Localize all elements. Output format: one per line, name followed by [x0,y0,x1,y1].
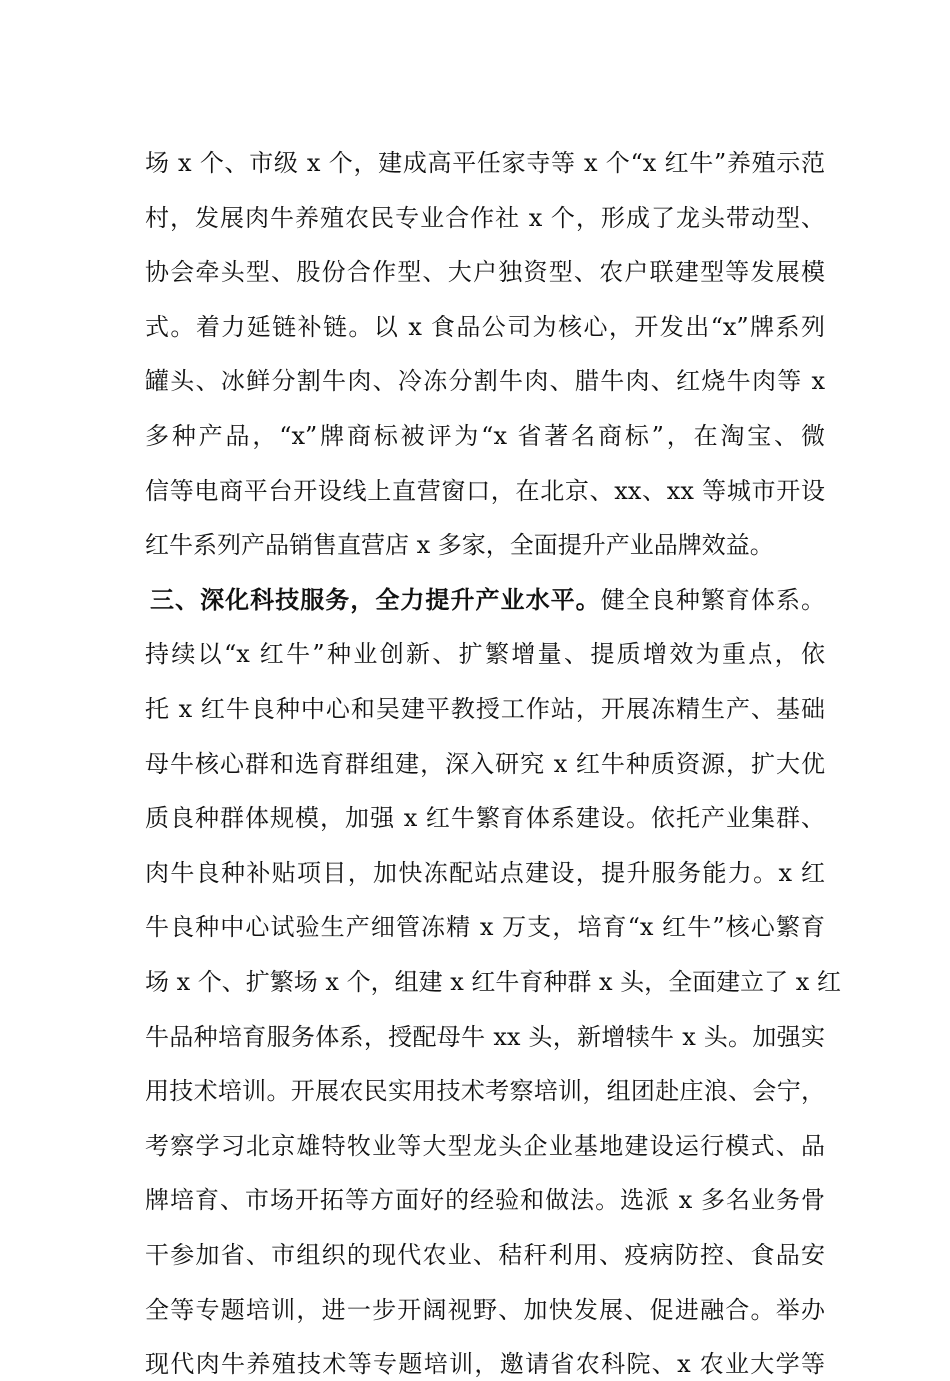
text-line: 式。着力延链补链。以 x 食品公司为核心，开发出“x”牌系列 [145,312,825,341]
text-line: 托 x 红牛良种中心和吴建平教授工作站，开展冻精生产、基础 [145,695,825,723]
text-line: 罐头、冰鲜分割牛肉、冷冻分割牛肉、腊牛肉、红烧牛肉等 x [145,367,825,396]
text-line: 考察学习北京雄特牧业等大型龙头企业基地建设运行模式、品 [145,1131,825,1160]
text-line: 村，发展肉牛养殖农民专业合作社 x 个，形成了龙头带动型、 [145,203,825,232]
text-line: 持续以“x 红牛”种业创新、扩繁增量、提质增效为重点，依 [145,640,825,669]
text-line: 牛品种培育服务体系，授配母牛 xx 头，新增犊牛 x 头。加强实 [145,1022,825,1051]
text-line: 牛良种中心试验生产细管冻精 x 万支，培育“x 红牛”核心繁育 [145,913,825,942]
text-line: 干参加省、市组织的现代农业、秸秆利用、疫病防控、食品安 [145,1241,825,1269]
heading-continuation: 健全良种繁育体系。 [600,585,826,614]
text-line: 协会牵头型、股份合作型、大户独资型、农户联建型等发展模 [145,258,825,287]
text-line: 现代肉牛养殖技术等专题培训，邀请省农科院、x 农业大学等 [145,1350,825,1379]
section-heading-line [150,583,825,617]
text-line: 全等专题培训，进一步开阔视野、加快发展、促进融合。举办 [145,1295,825,1324]
section-heading: 三、深化科技服务，全力提升产业水平。 [150,585,601,614]
text-line: 肉牛良种补贴项目，加快冻配站点建设，提升服务能力。x 红 [145,858,825,887]
text-line: 红牛系列产品销售直营店 x 多家，全面提升产业品牌效益。 [145,531,774,560]
text-line: 场 x 个、市级 x 个，建成高平任家寺等 x 个“x 红牛”养殖示范 [145,149,825,177]
text-line: 母牛核心群和选育群组建，深入研究 x 红牛种质资源，扩大优 [145,749,825,778]
text-line: 牌培育、市场开拓等方面好的经验和做法。选派 x 多名业务骨 [145,1186,825,1215]
text-line: 信等电商平台开设线上直营窗口，在北京、xx、xx 等城市开设 [145,476,825,505]
text-line: 质良种群体规模，加强 x 红牛繁育体系建设。依托产业集群、 [145,804,825,833]
text-line: 场 x 个、扩繁场 x 个，组建 x 红牛育种群 x 头，全面建立了 x 红 [145,968,841,996]
text-line: 多种产品，“x”牌商标被评为“x 省著名商标”，在淘宝、微 [145,422,825,450]
text-line: 用技术培训。开展农民实用技术考察培训，组团赴庄浪、会宁， [145,1077,825,1106]
